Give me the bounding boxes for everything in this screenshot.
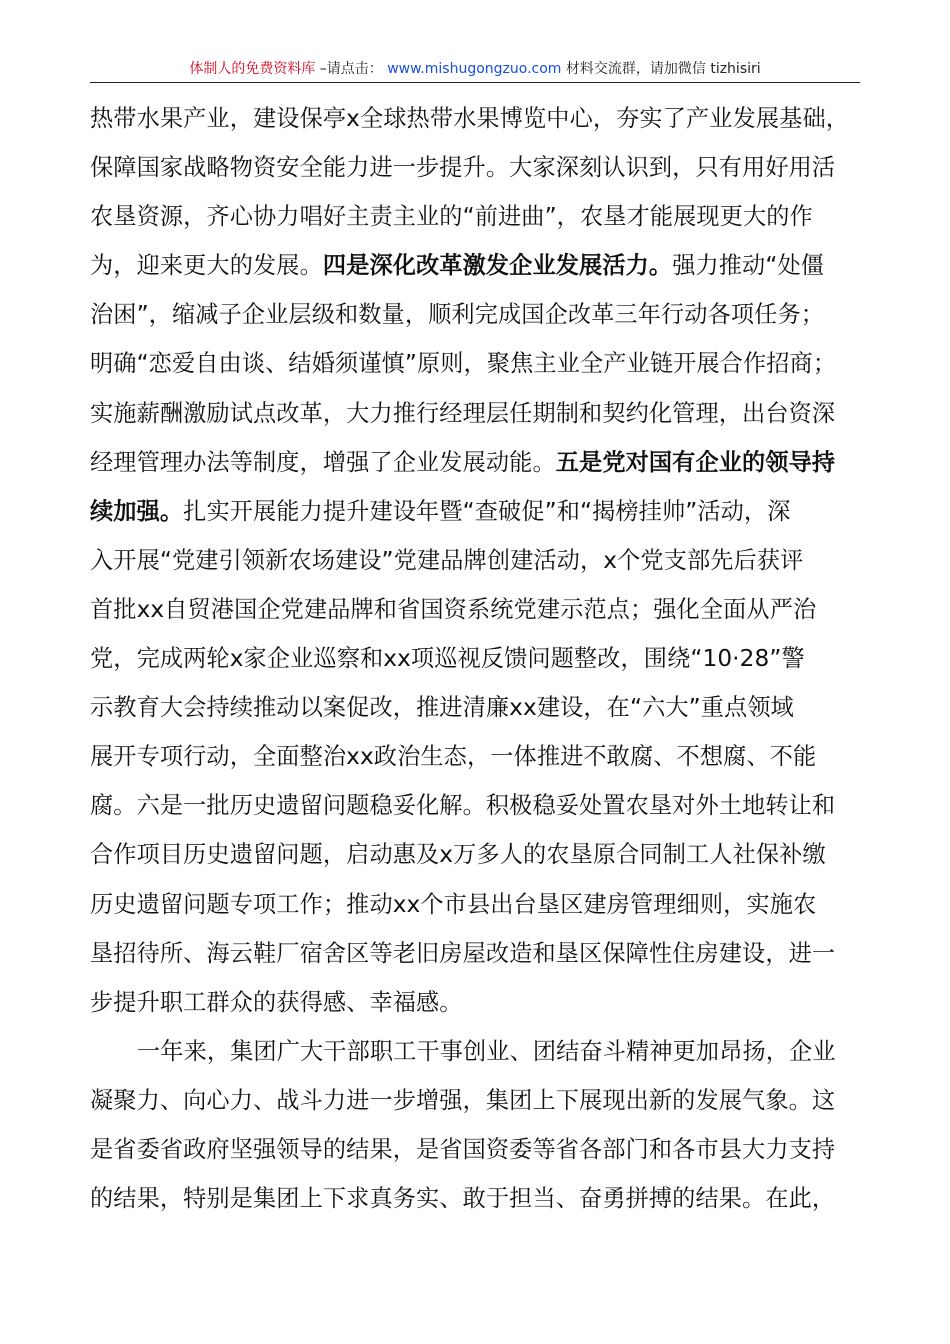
line-text: 凝聚力、向心力、战斗力进一步增强，集团上下展现出新的发展气象。这 (90, 1086, 836, 1114)
text-line (90, 339, 862, 388)
text-line (90, 1076, 862, 1125)
text-line (90, 1174, 862, 1223)
text-line (90, 438, 862, 487)
paragraph-2 (90, 1027, 862, 1223)
header-note: 材料交流群，请加微信 tizhisiri (565, 61, 761, 77)
line-text: 一年来，集团广大干部职工干事创业、团结奋斗精神更加昂扬，企业 (137, 1037, 836, 1065)
line-text: 示教育大会持续推动以案促改，推进清廉xx建设，在“六大”重点领域 (90, 694, 794, 722)
bold-heading-text: 五是党对国有企业的领导持 (555, 448, 836, 476)
line-text: 强力推动“处僵 (672, 252, 825, 280)
header-divider (90, 82, 860, 83)
header-url-link[interactable]: www.mishugongzuo.com (387, 61, 562, 77)
line-text: 农垦资源，齐心协力唱好主责主业的“前进曲”，农垦才能展现更大的作 (90, 203, 813, 231)
paragraph-1 (90, 94, 862, 1027)
text-line (90, 732, 862, 781)
text-line (90, 585, 862, 634)
text-line (90, 192, 862, 241)
page-header (90, 58, 860, 80)
line-text: 是省委省政府坚强领导的结果，是省国资委等省各部门和各市县大力支持 (90, 1135, 836, 1163)
text-line (90, 978, 862, 1027)
text-line (90, 1125, 862, 1174)
text-line (90, 143, 862, 192)
line-text: 热带水果产业，建设保亭x全球热带水果博览中心，夯实了产业发展基础， (90, 105, 850, 132)
line-text: 党，完成两轮x家企业巡察和xx项巡视反馈问题整改，围绕“10·28”警 (90, 645, 805, 673)
line-text: 实施薪酬激励试点改革，大力推行经理层任期制和契约化管理，出台资深 (90, 399, 836, 427)
header-prompt: –请点击： (319, 61, 383, 77)
line-text: 的结果，特别是集团上下求真务实、敢于担当、奋勇拼搏的结果。在此， (90, 1185, 836, 1213)
line-text: 扎实开展能力提升建设年暨“查破促”和“揭榜挂帅”活动，深 (183, 497, 791, 525)
text-line (90, 487, 862, 536)
line-text: 明确“恋爱自由谈、结婚须谨慎”原则，聚焦主业全产业链开展合作招商； (90, 350, 837, 378)
text-line (90, 389, 862, 438)
line-text: 合作项目历史遗留问题，启动惠及x万多人的农垦原合同制工人社保补缴 (90, 841, 826, 869)
line-text: 为，迎来更大的发展。 (90, 252, 323, 280)
text-line (90, 1027, 862, 1076)
line-text: 腐。六是一批历史遗留问题稳妥化解。积极稳妥处置农垦对外土地转让和 (90, 792, 836, 820)
text-line (90, 94, 862, 143)
line-text: 展开专项行动，全面整治xx政治生态，一体推进不敢腐、不想腐、不能 (90, 743, 817, 771)
text-line (90, 634, 862, 683)
document-body (90, 94, 862, 1223)
line-text: 垦招待所、海云鞋厂宿舍区等老旧房屋改造和垦区保障性住房建设，进一 (90, 939, 836, 967)
line-text: 步提升职工群众的获得感、幸福感。 (90, 988, 463, 1016)
text-line (90, 880, 862, 929)
bold-heading-text: 续加强。 (90, 497, 184, 525)
text-line (90, 929, 862, 978)
text-line (90, 830, 862, 879)
text-line (90, 781, 862, 830)
line-text: 治困”，缩减子企业层级和数量，顺利完成国企改革三年行动各项任务； (90, 301, 825, 329)
header-site-name: 体制人的免费资料库 (189, 61, 316, 77)
line-text: 入开展“党建引领新农场建设”党建品牌创建活动，x个党支部先后获评 (90, 546, 804, 574)
line-text: 首批xx自贸港国企党建品牌和省国资系统党建示范点；强化全面从严治 (90, 595, 817, 623)
line-text: 历史遗留问题专项工作；推动xx个市县出台垦区建房管理细则，实施农 (90, 890, 817, 918)
text-line (90, 290, 862, 339)
line-text: 经理管理办法等制度，增强了企业发展动能。 (90, 448, 556, 476)
text-line (90, 536, 862, 585)
text-line (90, 241, 862, 290)
text-line (90, 683, 862, 732)
bold-heading-text: 四是深化改革激发企业发展活力。 (322, 252, 673, 280)
line-text: 保障国家战略物资安全能力进一步提升。大家深刻认识到，只有用好用活 (90, 154, 836, 182)
